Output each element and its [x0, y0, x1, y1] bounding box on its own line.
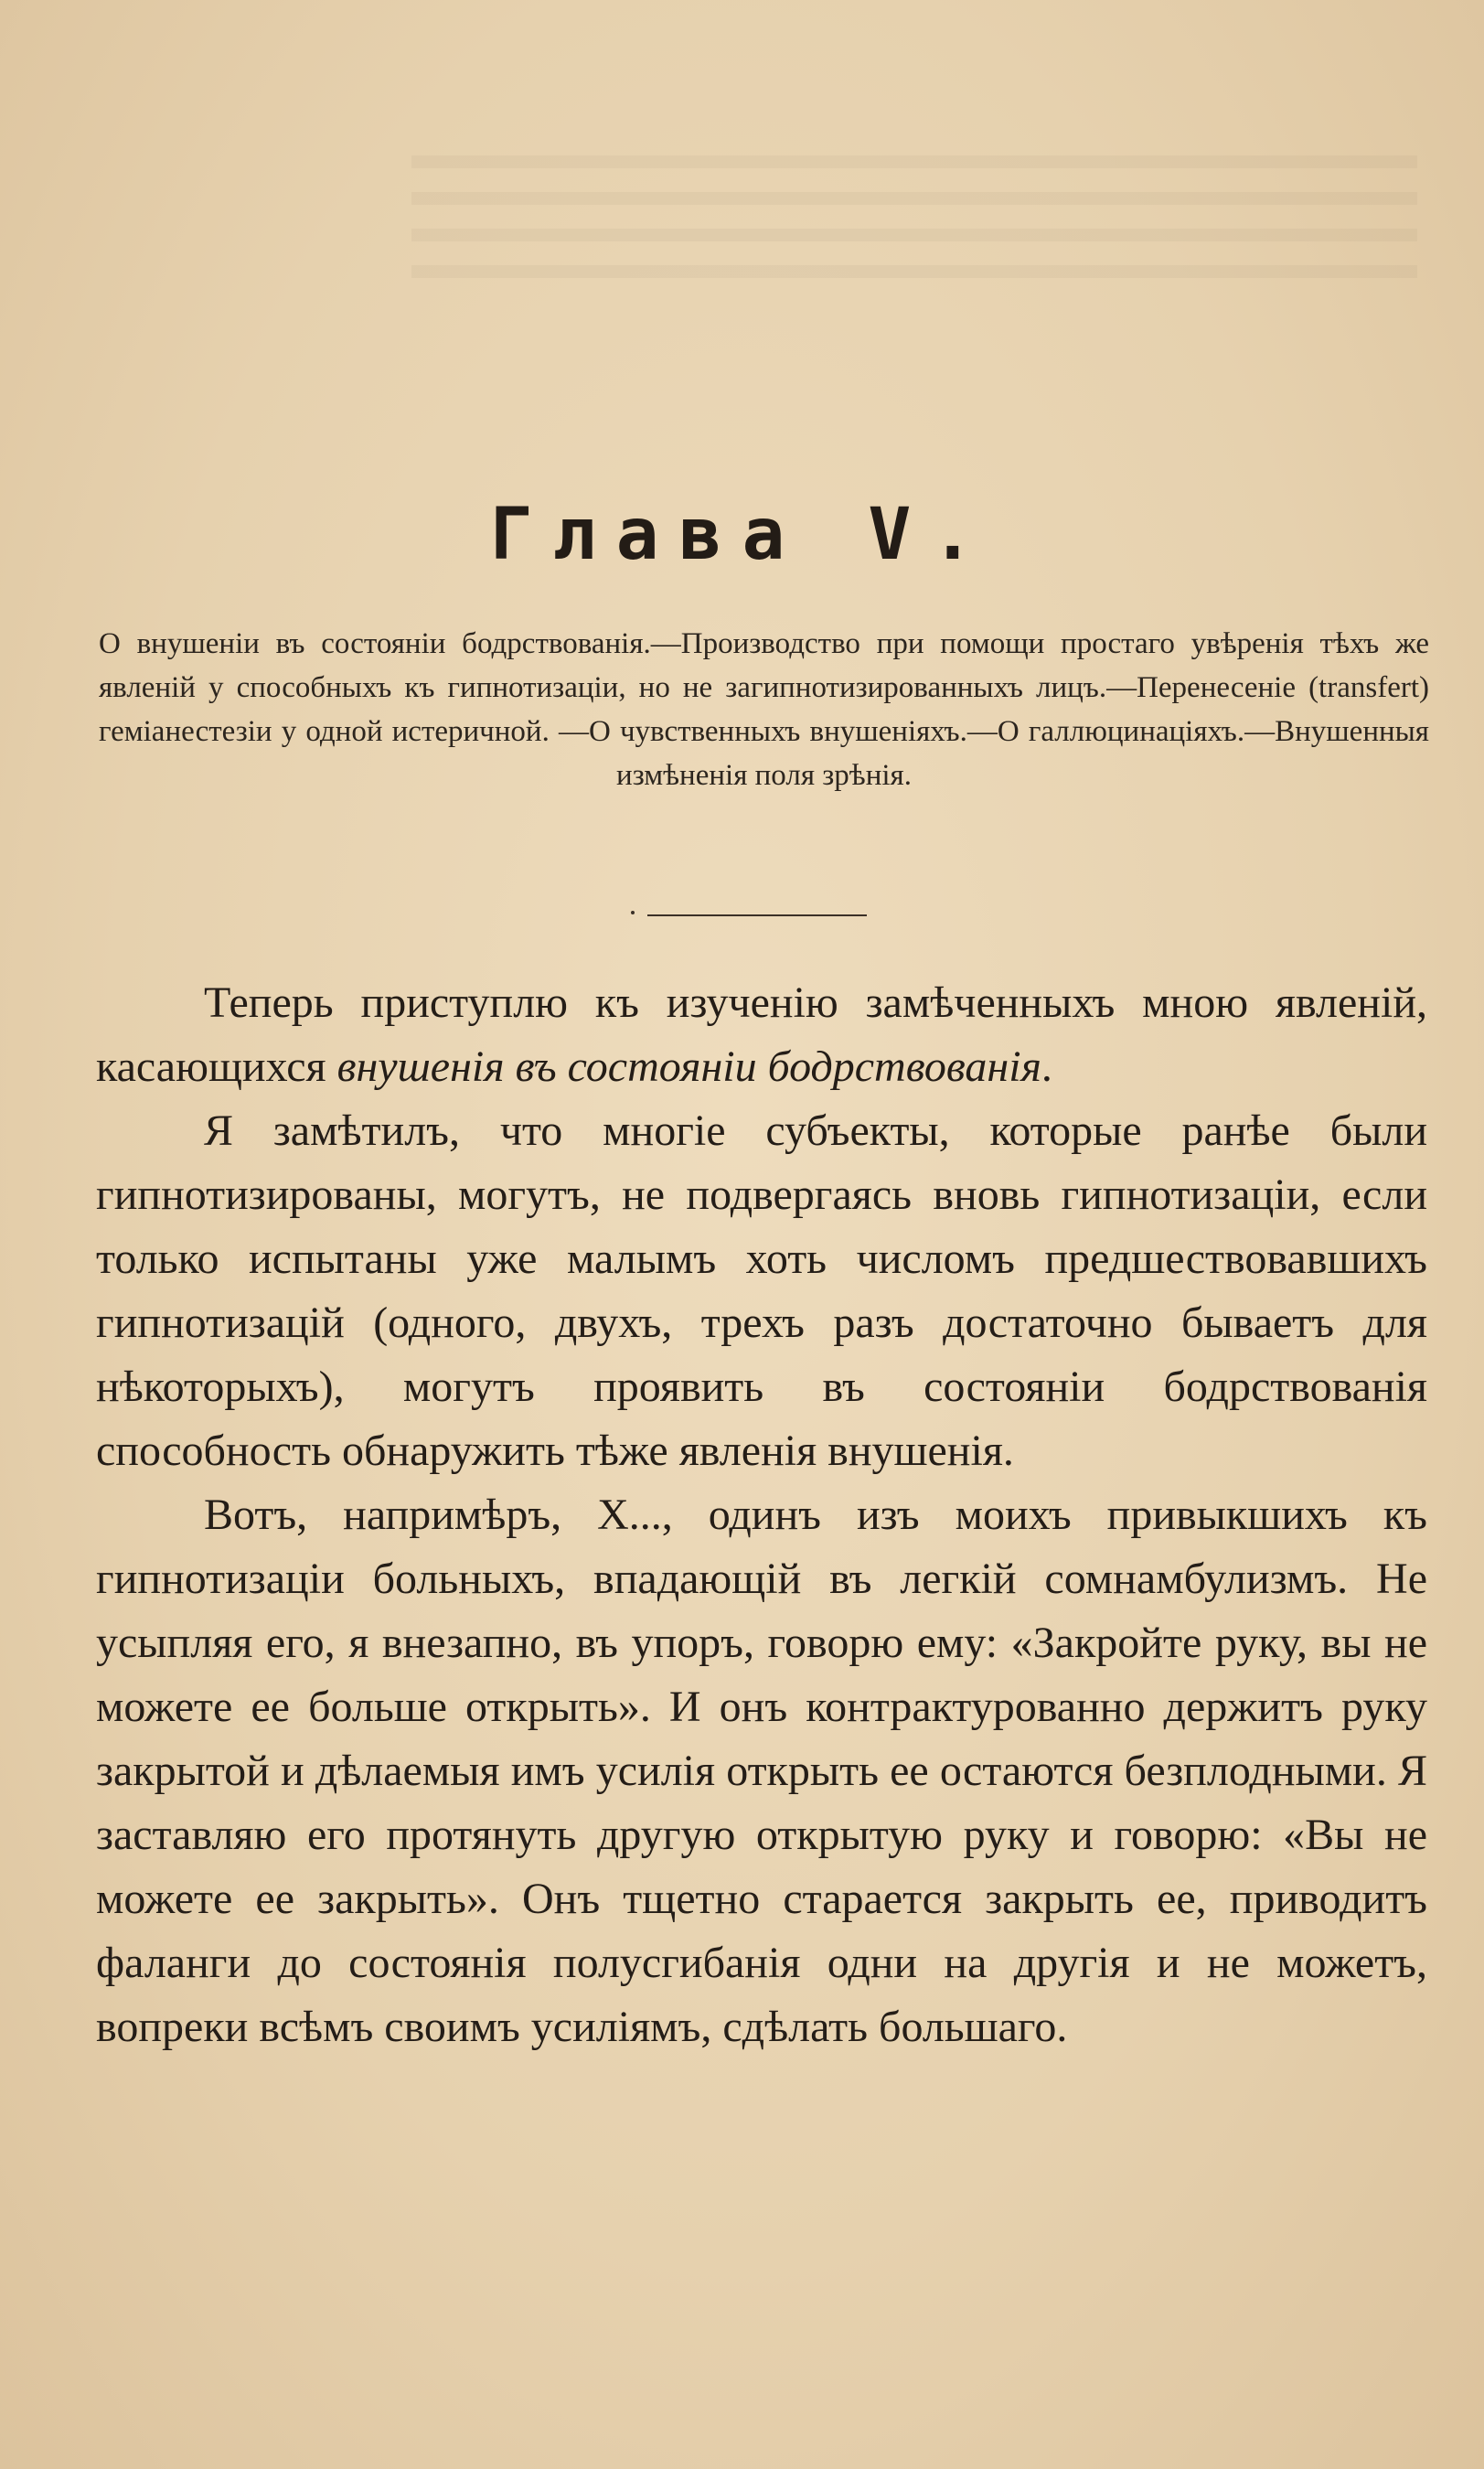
- paragraph-3: Вотъ, напримѣръ, X..., одинъ изъ моихъ привыкшихъ къ гипнотизаціи больныхъ, впадающій въ легкій сомнамбулизмъ. Не усыпляя его, я внезапно, въ упоръ, говорю ему: «Закройте руку, вы не можете ее больше открыть». И онъ контрактурованно держитъ руку закрытой и дѣлаемыя имъ усилія открыть ее остаются безплодными. Я заставляю его протянуть другую открытую руку и говорю: «Вы не можете ее закрыть». Онъ тщетно старается закрыть ее, приводитъ фаланги до состоянія полусгибанія одни на другія и не можетъ, вопреки всѣмъ своимъ усиліямъ, сдѣлать большаго.: [96, 1491, 1427, 2051]
- paragraph-1-end: .: [1041, 1042, 1052, 1091]
- paragraph-1: [96, 971, 1427, 1099]
- paragraph-2: Я замѣтилъ, что многіе субъекты, которые ранѣе были гипнотизированы, могутъ, не подвергаясь вновь гипнотизаціи, если только испытаны уже малымъ хоть числомъ предшествовавшихъ гипнотизацій (одного, двухъ, трехъ разъ достаточно бываетъ для нѣкоторыхъ), могутъ проявить въ состояніи бодрствованія способность обнаружить тѣже явленія внушенія.: [96, 1106, 1427, 1475]
- bleed-through-texture: [411, 155, 1417, 293]
- chapter-summary: О внушеніи въ состояніи бодрствованія.—Производство при помощи простаго увѣренія тѣхъ же явленій у способныхъ къ гипнотизаціи, но не загипнотизированныхъ лицъ.—Перенесеніе (transfert) геміанестезіи у одной истеричной. —О чувственныхъ внушеніяхъ.—О галлюцинаціяхъ.—Внушенныя измѣненія поля зрѣнія.: [99, 627, 1429, 792]
- paragraph-1-italic: внушенія въ состояніи бодрствованія: [336, 1042, 1041, 1091]
- body-text: [96, 971, 1427, 2059]
- chapter-title: Глава V.: [489, 494, 995, 576]
- separator-rule: [647, 914, 867, 916]
- paragraph-1-start: Теперь приступлю къ изученію замѣченныхъ мною явленій, касающихся: [96, 978, 1427, 1091]
- separator-dot: [631, 911, 635, 914]
